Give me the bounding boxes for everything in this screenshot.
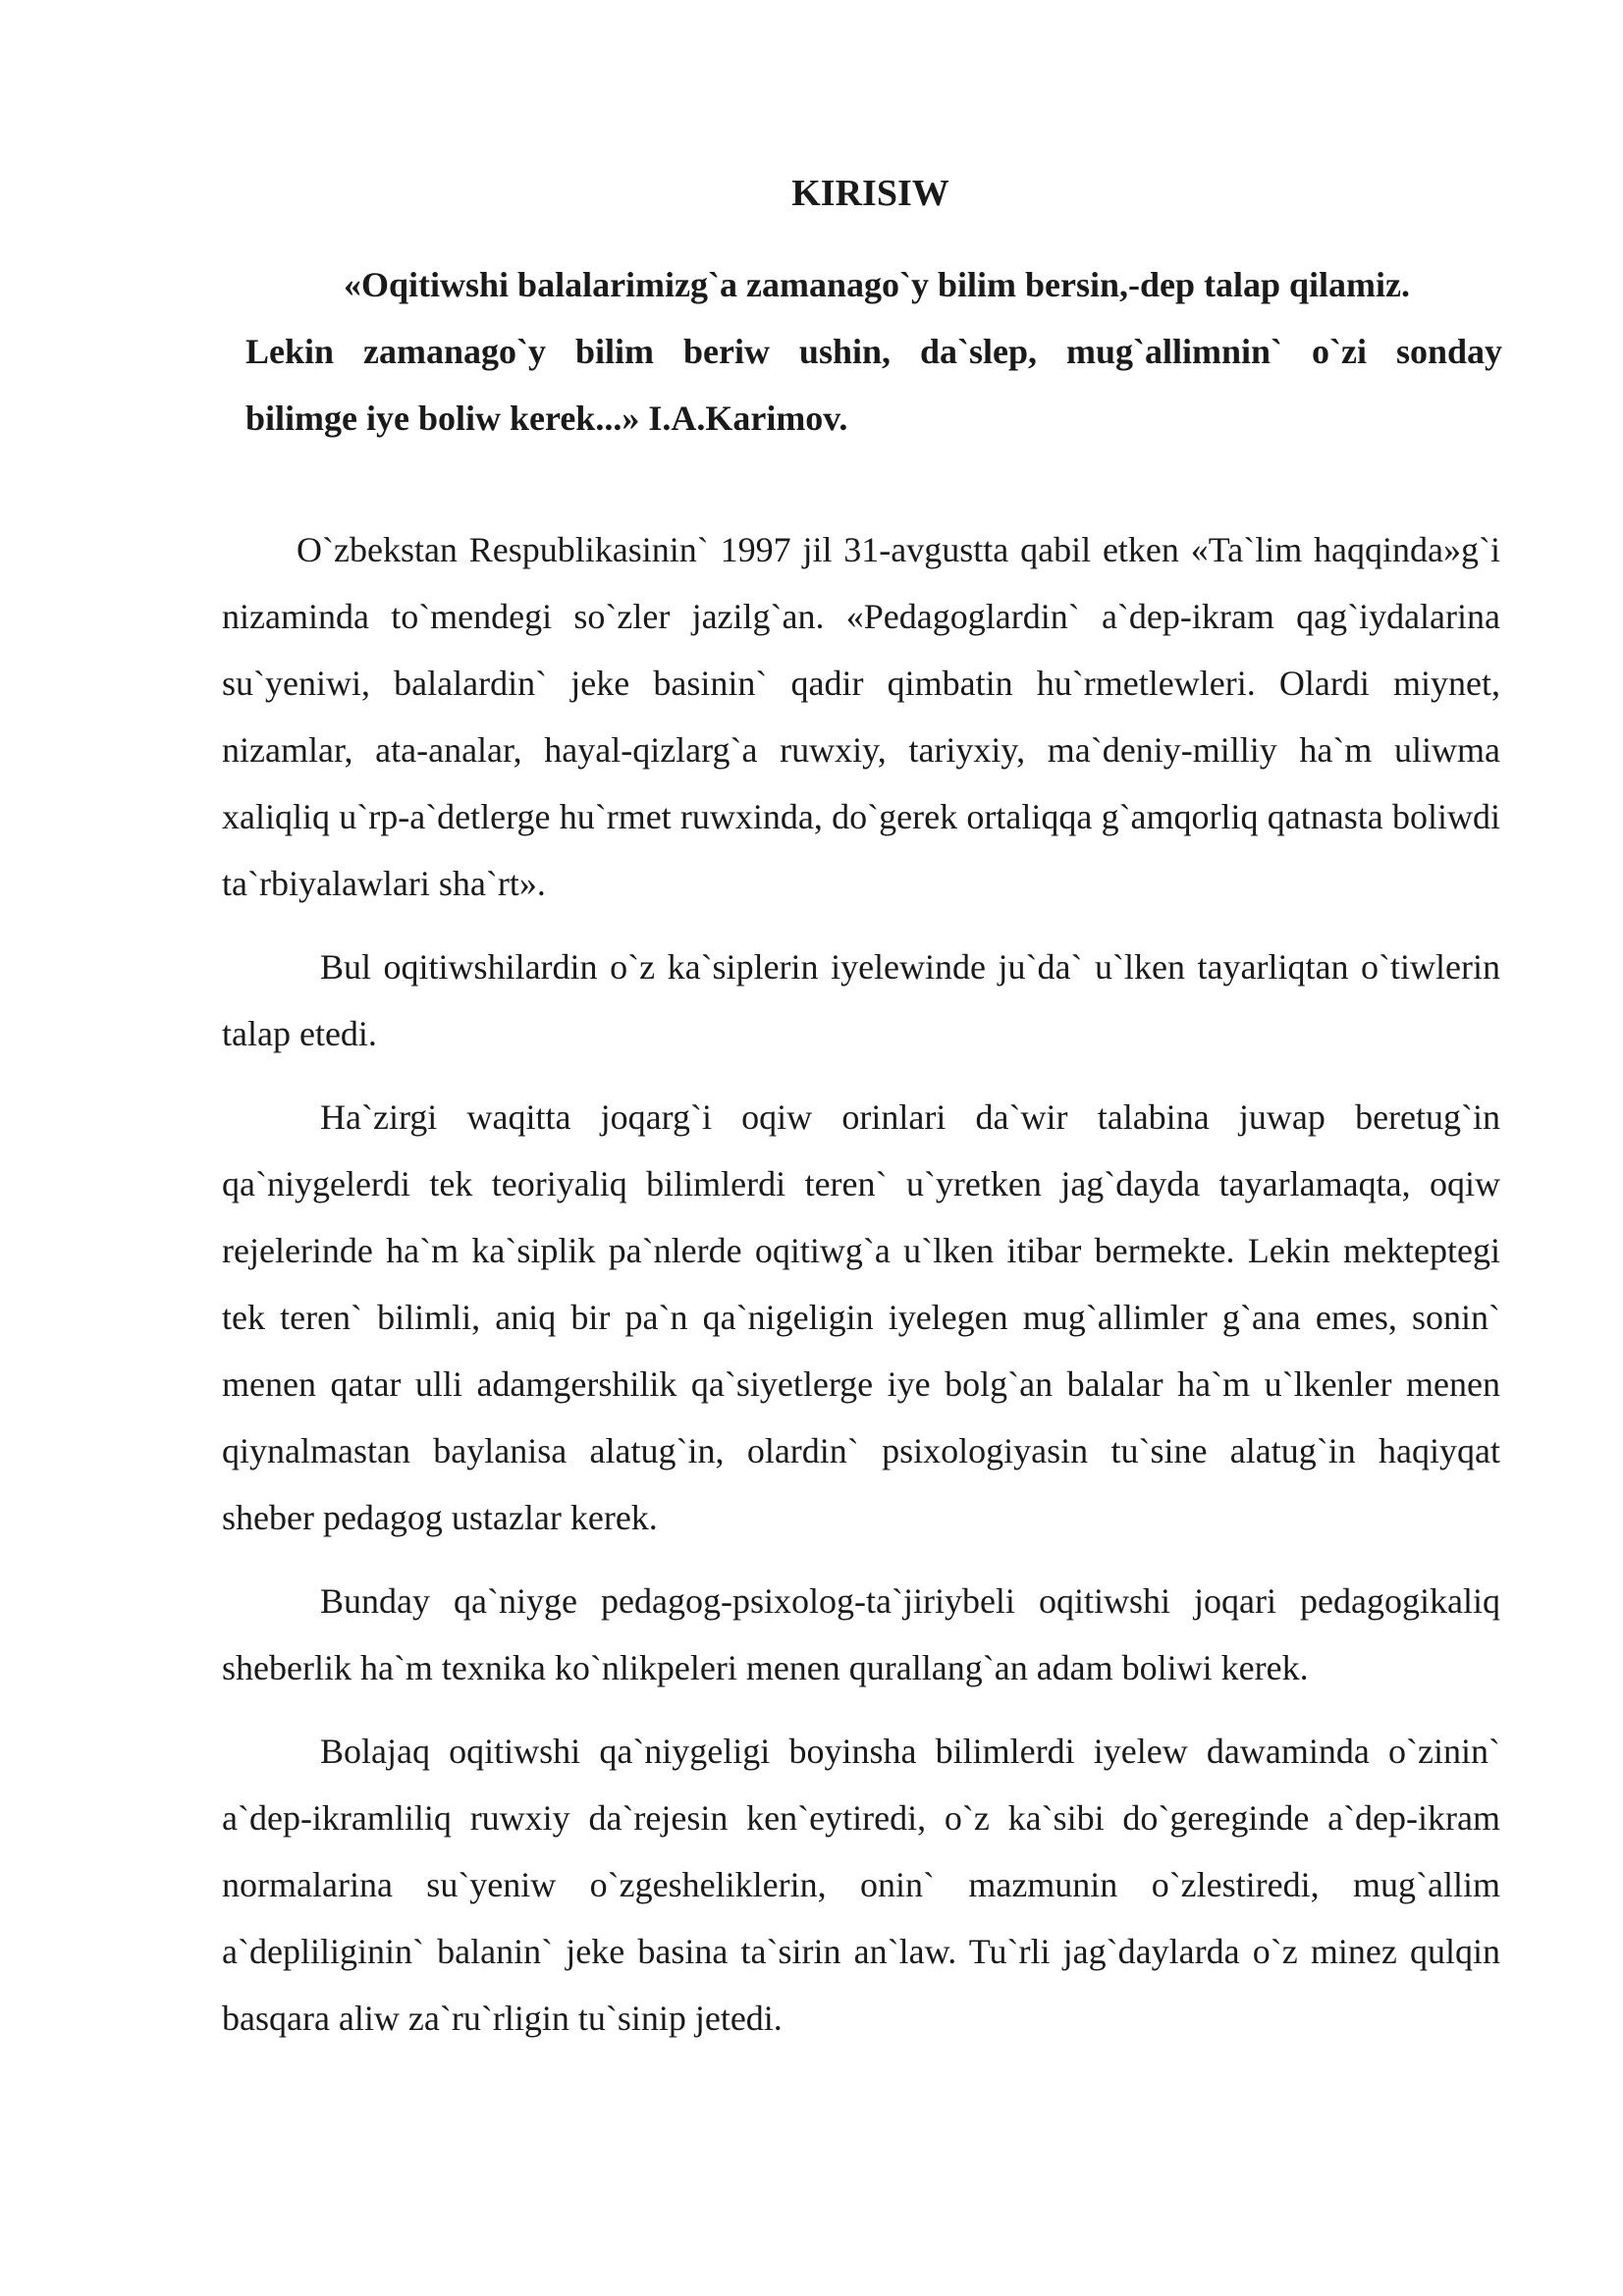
body-text [222,516,1500,2068]
paragraph: Bunday qa`niyge pedagog-psixolog-ta`jiriybeli oqitiwshi joqari pedagogikaliq sheberlik ha`m texnika ko`nlikpeleri menen qurallang`an adam boliwi kerek. [222,1581,1500,1687]
document-title: KIRISIW [791,173,949,214]
paragraph: O`zbekstan Respublikasinin` 1997 jil 31-avgustta qabil etken «Ta`lim haqqinda»g`i nizaminda to`mendegi so`zler jazilg`an. «Pedagoglardin` a`dep-ikram qag`iydalarina su`yeniwi, balalardin` jeke basinin` qadir qimbatin hu`rmetlewleri. Olardi miynet, nizamlar, ata-analar, hayal-qizlarg`a ruwxiy, tariyxiy, ma`deniy-milliy ha`m uliwma xaliqliq u`rp-a`detlerge hu`rmet ruwxinda, do`gerek ortaliqqa g`amqorliq qatnasta boliwdi ta`rbiyalawlari sha`rt». [222,530,1500,903]
epigraph-attribution-line: bilimge iye boliw kerek...» I.A.Karimov. [245,399,848,438]
paragraph: Bolajaq oqitiwshi qa`niygeligi boyinsha bilimlerdi iyelew dawaminda o`zinin` a`dep-ikramliliq ruwxiy da`rejesin ken`eytiredi, o`z ka`sibi do`gereginde a`dep-ikram normalarina su`yeniw o`zgesheliklerin, onin` mazmunin o`zlestiredi, mug`allim a`depliliginin` balanin` jeke basina ta`sirin an`law. Tu`rli jag`daylarda o`z minez qulqin basqara aliw za`ru`rligin tu`sinip jetedi. [222,1732,1500,2038]
epigraph-line: Lekin zamanago`y bilim beriw ushin, da`slep, mug`allimnin` o`zi sonday [245,332,1502,371]
paragraph: Bul oqitiwshilardin o`z ka`siplerin iyelewinde ju`da` u`lken tayarliqtan o`tiwlerin talap etedi. [222,947,1500,1053]
epigraph-quote [245,251,1502,452]
epigraph-line: «Oqitiwshi balalarimizg`a zamanago`y bilim bersin,-dep talap qilamiz. [344,265,1411,304]
paragraph: Ha`zirgi waqitta joqarg`i oqiw orinlari da`wir talabina juwap beretug`in qa`niygelerdi tek teoriyaliq bilimlerdi teren` u`yretken jag`dayda tayarlamaqta, oqiw rejelerinde ha`m ka`siplik pa`nlerde oqitiwg`a u`lken itibar bermekte. Lekin mekteptegi tek teren` bilimli, aniq bir pa`n qa`nigeligin iyelegen mug`allimler g`ana emes, sonin` menen qatar ulli adamgershilik qa`siyetlerge iye bolg`an balalar ha`m u`lkenler menen qiynalmastan baylanisa alatug`in, olardin` psixologiyasin tu`sine alatug`in haqiyqat sheber pedagog ustazlar kerek. [222,1097,1500,1537]
